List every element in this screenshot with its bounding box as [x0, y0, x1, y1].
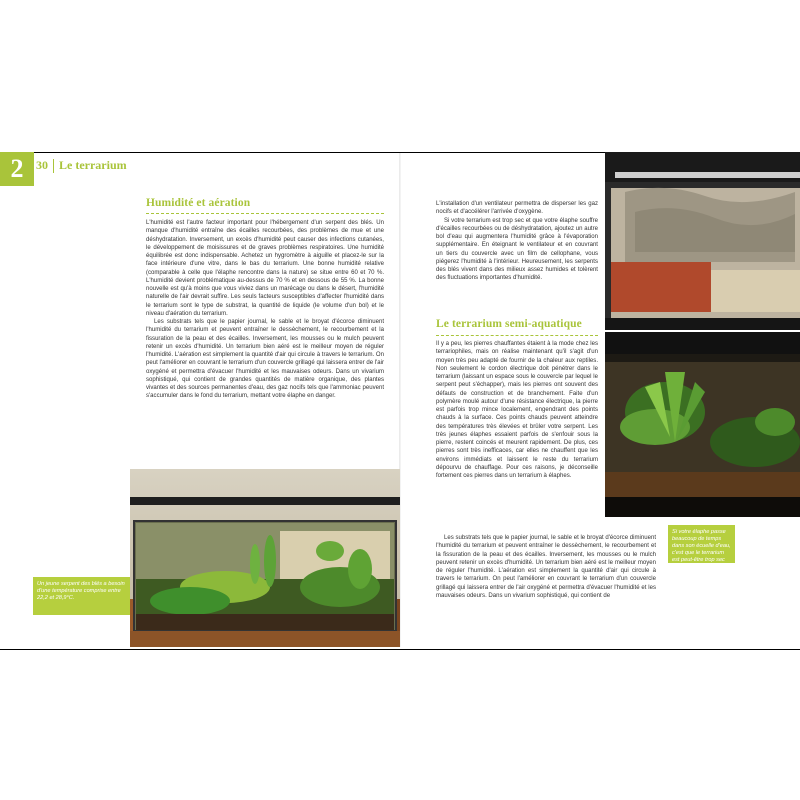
right-photo-caption: Si votre élaphe passe beaucoup de temps dans son écuelle d'eau, c'est que le terrarium est peut-être trop sec ou trop chaud. [668, 525, 735, 563]
section-rule [436, 335, 598, 336]
paragraph: Les substrats tels que le papier journal, le sable et le broyat d'écorce diminuent l'humidité du terrarium et peuvent entraîner le dessèchement, le recourbement et la fissuration de la peau et des écailles. Inversement, les mousses ou le mulch peuvent retenir un excès d'humidité. Un terrarium bien aéré est le meilleur moyen de réguler l'humidité. L'aération est simplement la quantité d'air qui circule à travers le terrarium. On peut l'améliorer en couvrant le terrarium d'un couvercle grillagé qui laissera entrer de l'air oxygéné et permettra d'évacuer l'humidité et les mauvaises odeurs. Dans un vivarium sophistiqué, qui contient de grandes quantités de matière organique, des plantes vivantes et des sources permanentes d'eau, des gaz nocifs tels que l'ammoniac peuvent s'accumuler dans le fond du terrarium, mettant votre élaphe en danger. [146, 319, 384, 400]
section-rule [146, 213, 384, 214]
paragraph: Il y a peu, les pierres chauffantes étaient à la mode chez les terrariophiles, mais on réalise maintenant qu'il s'agit d'un moyen très peu adapté de fournir de la chaleur aux reptiles. Non seulement le cordon électrique doit pénétrer dans le terrarium (laissant un espace sous le couvercle par lequel le serpent peut s'échapper), mais les pierres ont souvent des défauts de construction et de branchement. Faite d'un polymère moulé autour d'une résistance électrique, la pierre est parfois trop mince localement, engendrant des points chauds à la surface. Ces points chauds peuvent atteindre des températures très élevées et brûler votre serpent. Les très jeunes élaphes essaient parfois de s'enfouir sous la pierre, restent coincés et meurent rapidement. De plus, ces pierres sont très inefficaces, car elles ne chauffent que les environs immédiats et laissent le reste du terrarium dépourvu de chauffage. Pour ces raisons, je déconseille fortement ces pierres dans un terrarium à élaphes. [436, 341, 598, 479]
paragraph: Les substrats tels que le papier journal, le sable et le broyat d'écorce diminuent l'humidité du terrarium et peuvent entraîner le dessèchement, le recourbement et la fissuration de la peau et des écailles. Inversement, les mousses ou le mulch peuvent retenir un excès d'humidité. Un terrarium bien aéré est le meilleur moyen de réguler l'humidité. L'aération est simplement la quantité d'air qui circule à travers le terrarium. On peut l'améliorer en couvrant le terrarium d'un couvercle grillagé qui laissera entrer de l'air oxygéné et permettra d'évacuer l'humidité et les mauvaises odeurs. Dans un vivarium sophistiqué, qui contient de [436, 535, 656, 599]
header-divider [53, 159, 54, 173]
section-title-humidite: Humidité et aération [146, 197, 251, 209]
terrarium-image [605, 332, 800, 517]
running-header [36, 158, 127, 173]
left-text-column [146, 219, 384, 401]
chapter-number-tab: 2 [0, 152, 34, 186]
section-title-semi-aquatique: Le terrarium semi-aquatique [436, 318, 582, 330]
terrarium-photo-semi-aquatic [605, 332, 800, 517]
paragraph: L'humidité est l'autre facteur important pour l'hébergement d'un serpent des blés. Un manque d'humidité entraîne des écailles recourbées, des problèmes de mue et une déshydratation. Inversement, un excès d'humidité peut causer des infections cutanées, le développement de moisissures et de graves problèmes respiratoires. Une humidité équilibrée est donc indispensable. Achetez un hygromètre à aiguille et placez-le sur la face intérieure d'une vitre, dans le bas du terrarium. Une bonne humidité relative (comparable à celle que l'élaphe rencontre dans la nature) se situe entre 60 et 70 %. L'humidité devient problématique au-dessus de 70 % et en dessous de 55 %. La bonne nouvelle est qu'à moins que vous viviez dans un marécage ou dans le désert, l'humidité naturelle de l'air devrait suffire. Les seuls facteurs susceptibles d'affecter l'humidité dans le terrarium sont le type de substrat, la quantité de liquide (le volume d'un bol) et le niveau d'aération du terrarium. [146, 220, 384, 317]
page-number: 30 [36, 158, 48, 172]
right-text-column [436, 340, 598, 480]
chapter-title: Le terrarium [59, 158, 127, 172]
terrarium-photo-rock-wall [605, 152, 800, 330]
terrarium-photo-planted [130, 469, 400, 647]
terrarium-image [130, 469, 400, 647]
left-photo-caption: Un jeune serpent des blés a besoin d'une température comprise entre 22,2 et 28,9°C. [33, 577, 130, 615]
paragraph: Si votre terrarium est trop sec et que votre élaphe souffre d'écailles recourbées ou de déshydratation, ajoutez un autre bol d'eau qui augmentera l'humidité grâce à l'évaporation supplémentaire. En éteignant le ventilateur et en couvrant un tiers du couvercle avec un film de cellophane, vous piégerez l'humidité à l'intérieur. Heureusement, les serpents des blés vivent dans des milieux assez humides et tolèrent des fluctuations importantes d'humidité. [436, 217, 598, 282]
right-intro-column [436, 200, 598, 283]
terrarium-image [605, 152, 800, 330]
paragraph: L'installation d'un ventilateur permettra de disperser les gaz nocifs et d'accélérer l'arrivée d'oxygène. [436, 201, 598, 216]
right-text-column-lower [436, 534, 656, 600]
